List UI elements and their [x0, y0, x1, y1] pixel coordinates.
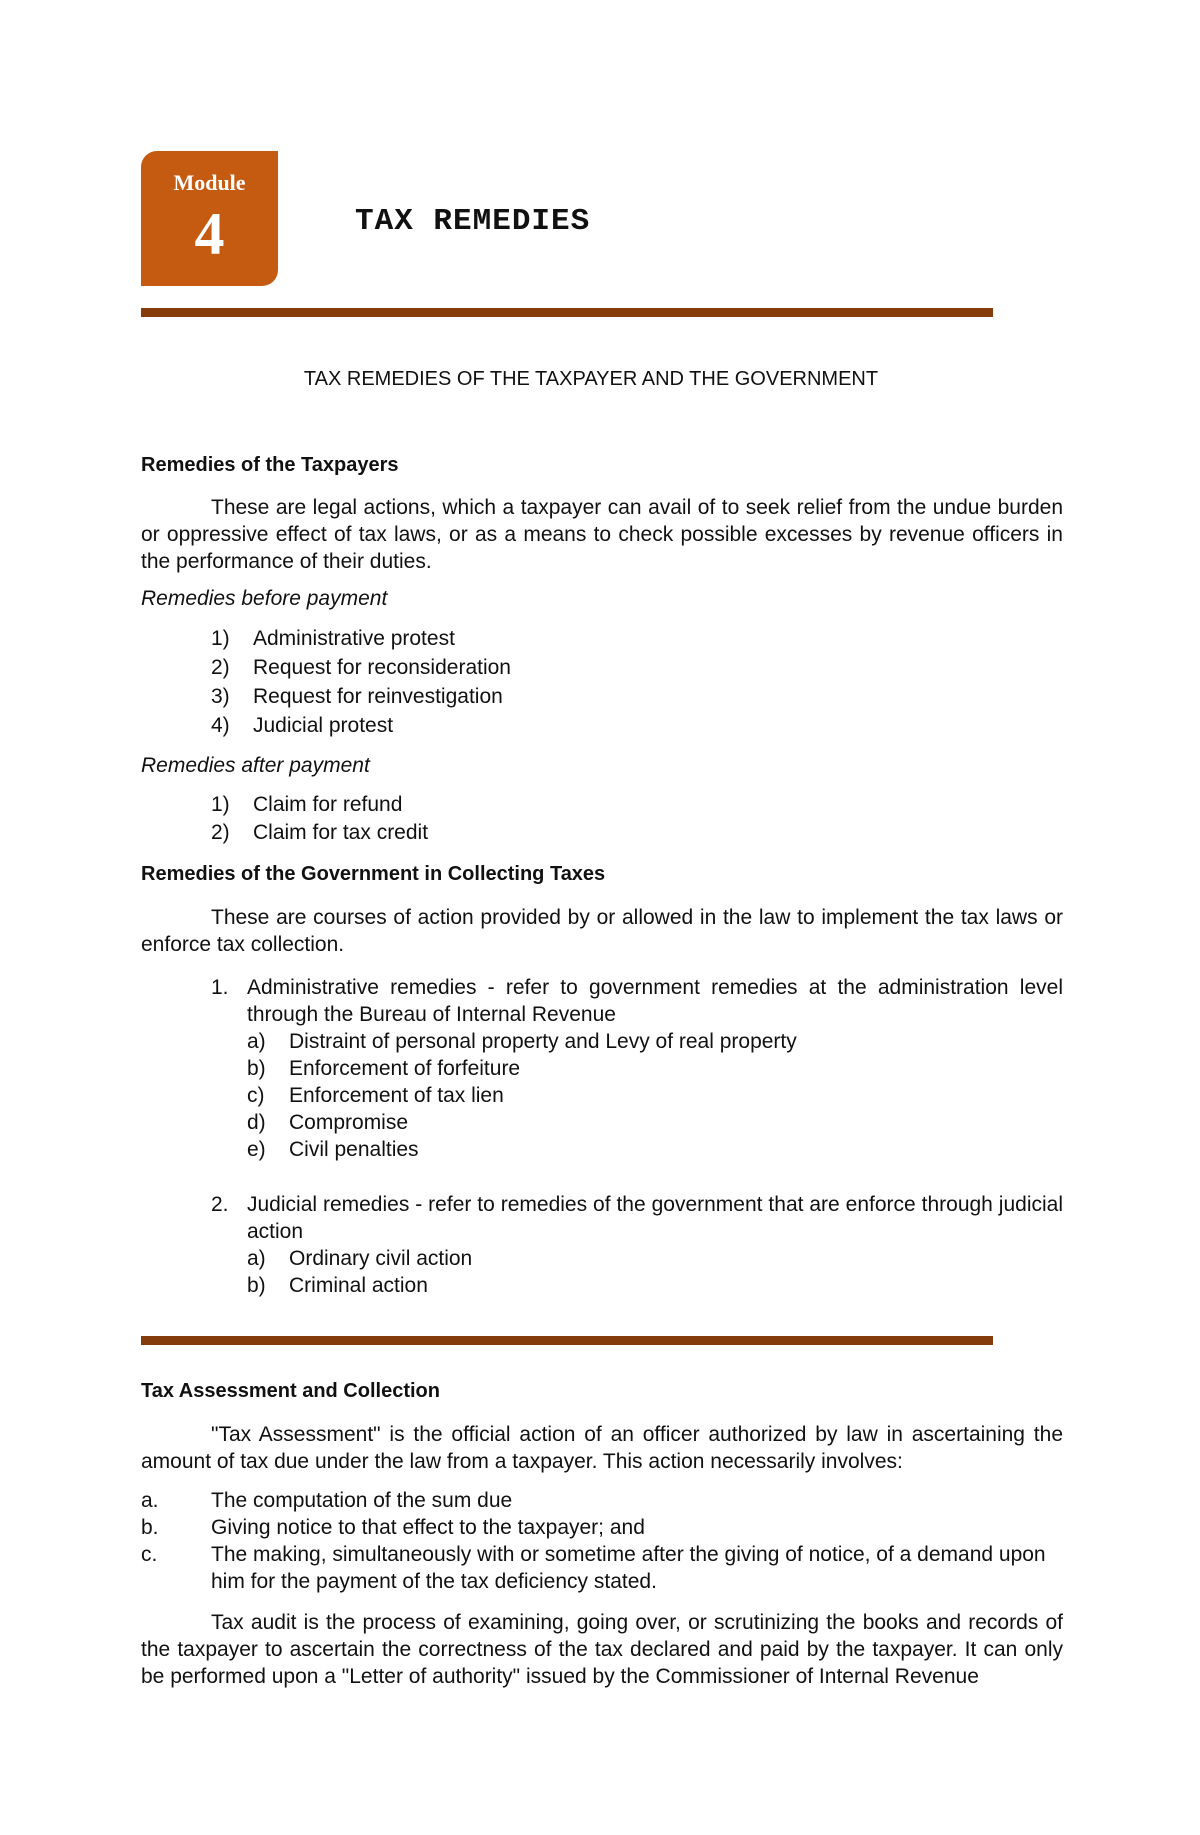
- module-number: 4: [194, 201, 225, 267]
- list-item: 4) Judicial protest: [211, 714, 394, 737]
- page-title: TAX REMEDIES: [355, 204, 591, 239]
- module-label: Module: [173, 170, 246, 195]
- list-item: e) Civil penalties: [247, 1138, 419, 1161]
- assessment-section: [141, 1378, 1063, 1690]
- list-item: b) Criminal action: [247, 1274, 428, 1297]
- list-item: b) Enforcement of forfeiture: [247, 1057, 521, 1080]
- list-item: 3) Request for reinvestigation: [211, 685, 503, 708]
- list-item: a) Distraint of personal property and Levy of real property: [247, 1030, 797, 1053]
- list-item: 1) Claim for refund: [211, 793, 403, 816]
- list-item: c) Enforcement of tax lien: [247, 1084, 504, 1107]
- list-item: 1) Administrative protest: [211, 627, 455, 650]
- assessment-intro: "Tax Assessment" is the official action of an officer authorized by law in ascertaining the amount of tax due under the law from a taxpayer. This action necessarily involves:: [141, 1423, 1063, 1473]
- middle-divider: [141, 1336, 993, 1345]
- judicial-remedies-list: [247, 1245, 1063, 1299]
- list-item: c. The making, simultaneously with or sometime after the giving of notice, of a demand upon him for the payment of the tax deficiency stated.: [141, 1543, 1046, 1593]
- list-item: b. Giving notice to that effect to the taxpayer; and: [141, 1516, 645, 1539]
- module-badge: [141, 151, 278, 286]
- section-subtitle: TAX REMEDIES OF THE TAXPAYER AND THE GOVERNMENT: [303, 368, 879, 390]
- top-divider: [141, 308, 993, 317]
- before-payment-heading: Remedies before payment: [141, 587, 388, 610]
- list-item: 1. Administrative remedies - refer to government remedies at the administration level through the Bureau of Internal Revenue a) Distraint of personal property and Levy of real property b) Enforcement of forfeiture c) Enforcement of tax lien d) Compromise e) Civil penalties: [211, 976, 1063, 1161]
- government-intro: These are courses of action provided by or allowed in the law to implement the tax laws or enforce tax collection.: [141, 906, 1063, 956]
- list-item: d) Compromise: [247, 1111, 409, 1134]
- tax-audit-paragraph: Tax audit is the process of examining, going over, or scrutinizing the books and records of the taxpayer to ascertain the correctness of the tax declared and paid by the taxpayer. It can only be performed upon a "Letter of authority" issued by the Commissioner of Internal Revenue: [141, 1611, 1063, 1688]
- assessment-list: [141, 1487, 1063, 1595]
- taxpayers-intro: These are legal actions, which a taxpayer can avail of to seek relief from the undue burden or oppressive effect of tax laws, or as a means to check possible excesses by revenue officers in the performance of their duties.: [141, 496, 1063, 573]
- administrative-remedies-list: [247, 1028, 1063, 1163]
- assessment-heading: Tax Assessment and Collection: [141, 1380, 440, 1402]
- document-body: [141, 440, 1063, 1299]
- after-payment-heading: Remedies after payment: [141, 754, 370, 777]
- before-payment-list: [141, 624, 1063, 740]
- list-item: 2. Judicial remedies - refer to remedies of the government that are enforce through judicial action a) Ordinary civil action b) Criminal action: [211, 1193, 1063, 1297]
- list-item: a. The computation of the sum due: [141, 1489, 513, 1512]
- list-item: 2) Claim for tax credit: [211, 821, 429, 844]
- taxpayers-heading: Remedies of the Taxpayers: [141, 454, 399, 476]
- after-payment-list: [141, 791, 1063, 847]
- list-item: a) Ordinary civil action: [247, 1247, 473, 1270]
- government-heading: Remedies of the Government in Collecting Taxes: [141, 863, 606, 885]
- list-item: 2) Request for reconsideration: [211, 656, 511, 679]
- government-remedies-list: [141, 974, 1063, 1299]
